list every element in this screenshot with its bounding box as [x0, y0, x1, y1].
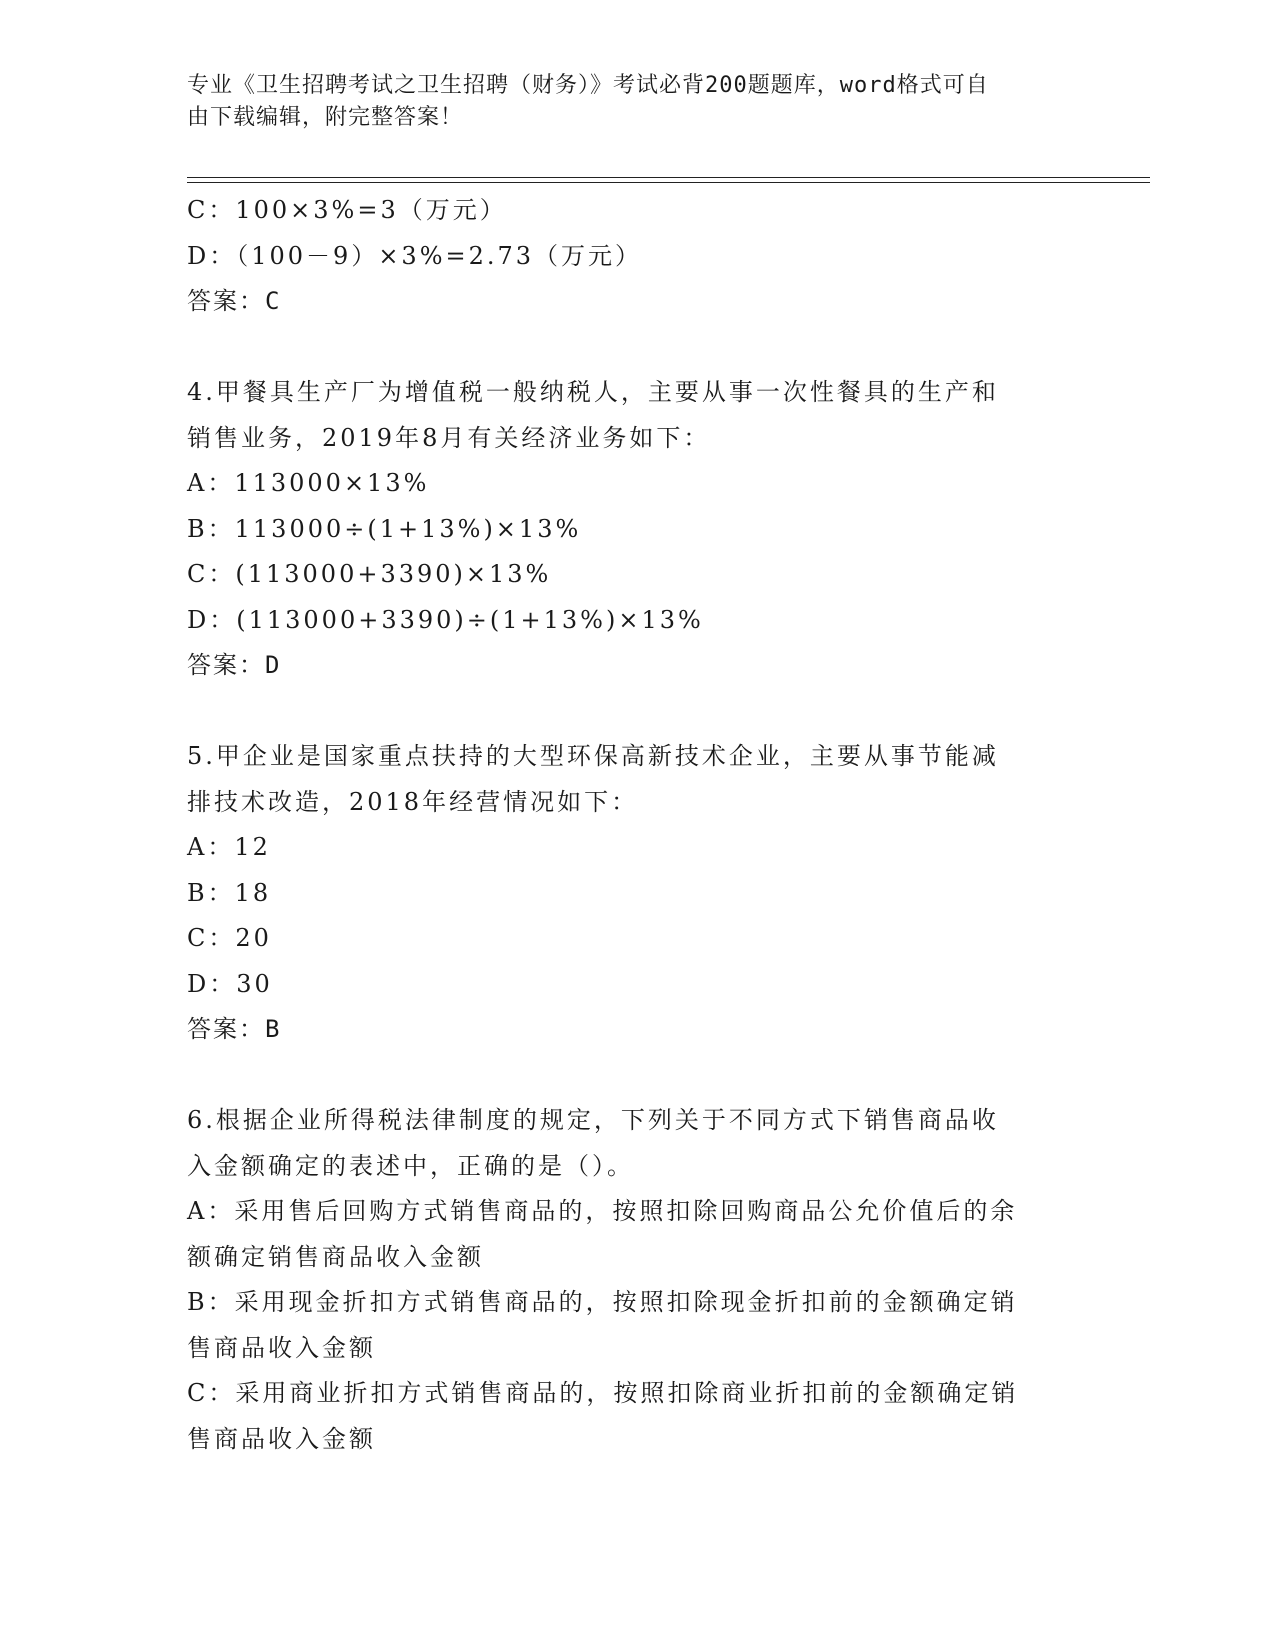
block-spacer: [187, 325, 1087, 371]
option-line: C：采用商业折扣方式销售商品的，按照扣除商业折扣前的金额确定销: [187, 1379, 1019, 1407]
block-spacer: [187, 1053, 1087, 1099]
question-text: 排技术改造，2018年经营情况如下：: [187, 787, 639, 816]
option-line: 额确定销售商品收入金额: [187, 1242, 484, 1271]
question-text: 4.甲餐具生产厂为增值税一般纳税人，主要从事一次性餐具的生产和: [187, 378, 999, 406]
question-text: 入金额确定的表述中，正确的是（）。: [187, 1151, 634, 1180]
document-body: [187, 188, 1087, 1462]
option-line: 售商品收入金额: [187, 1333, 376, 1362]
option-line: D：(113000+3390)÷(1+13%)×13%: [187, 605, 704, 634]
question-block: [187, 370, 1087, 689]
option-line: D：（100－9）×3%=2.73（万元）: [187, 241, 643, 270]
header-divider-top: [187, 177, 1150, 178]
question-block: [187, 734, 1087, 1053]
header-line-1: 专业《卫生招聘考试之卫生招聘（财务）》考试必背200题题库，word格式可自: [187, 73, 989, 98]
option-line: A：12: [187, 833, 271, 861]
option-line: A：采用售后回购方式销售商品的，按照扣除回购商品公允价值后的余: [187, 1197, 1018, 1225]
answer-line: 答案：B: [187, 1015, 282, 1043]
header-line-2: 由下载编辑，附完整答案！: [187, 105, 464, 130]
option-line: D：30: [187, 969, 273, 998]
answer-line: 答案：C: [187, 287, 282, 315]
question-block: [187, 1098, 1087, 1462]
question-text: 6.根据企业所得税法律制度的规定，下列关于不同方式下销售商品收: [187, 1106, 999, 1134]
option-line: C：(113000+3390)×13%: [187, 560, 552, 588]
option-line: A：113000×13%: [187, 469, 430, 497]
block-spacer: [187, 689, 1087, 735]
question-text: 5.甲企业是国家重点扶持的大型环保高新技术企业，主要从事节能减: [187, 742, 999, 770]
header-divider-bottom: [187, 182, 1150, 183]
question-block: [187, 188, 1087, 325]
option-line: 售商品收入金额: [187, 1424, 376, 1453]
option-line: C：100×3%=3（万元）: [187, 196, 507, 224]
document-header: [187, 70, 1067, 134]
option-line: B：113000÷(1+13%)×13%: [187, 514, 582, 543]
answer-line: 答案：D: [187, 651, 282, 679]
option-line: B：采用现金折扣方式销售商品的，按照扣除现金折扣前的金额确定销: [187, 1288, 1018, 1316]
question-text: 销售业务，2019年8月有关经济业务如下：: [187, 423, 711, 452]
option-line: C：20: [187, 924, 272, 952]
option-line: B：18: [187, 878, 272, 907]
